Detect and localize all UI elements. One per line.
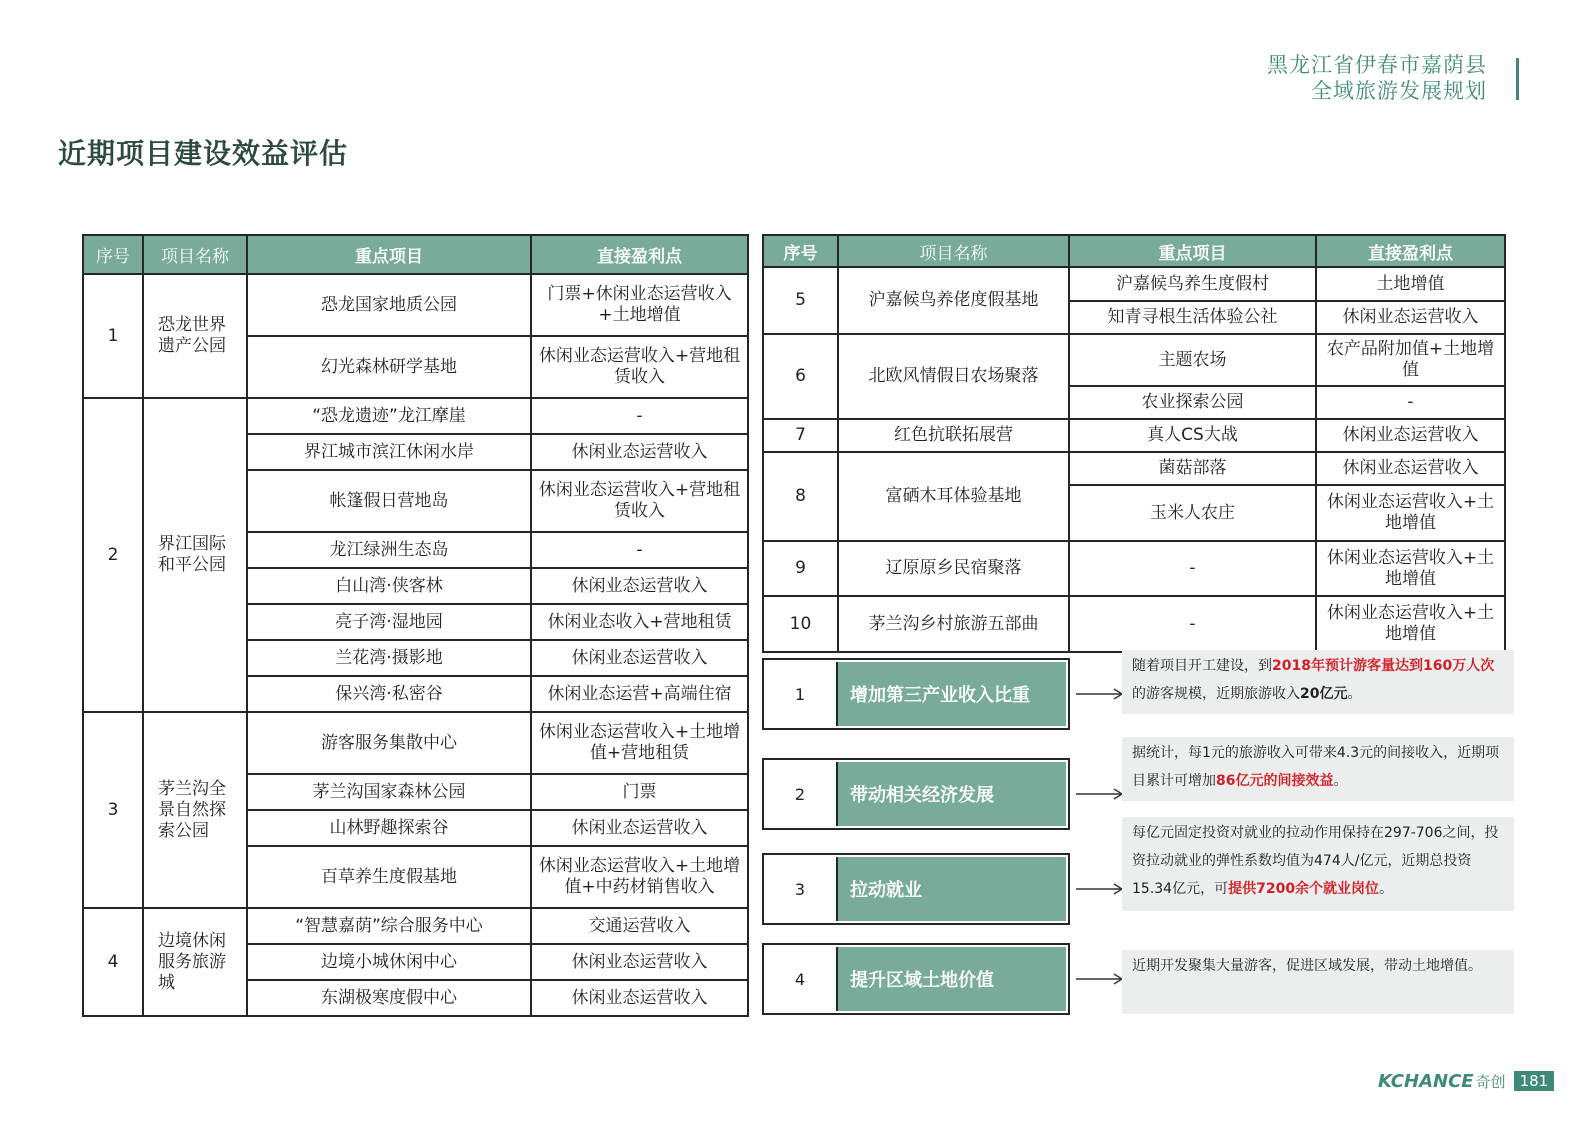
key-project: 亮子湾·湿地园: [247, 604, 531, 640]
key-project: 东湖极寒度假中心: [247, 980, 531, 1016]
key-project: 保兴湾·私密谷: [247, 676, 531, 712]
header-line-2: 全域旅游发展规划: [1311, 79, 1487, 103]
profit-point: 休闲业态运营收入+土地增值+中药材销售收入: [531, 846, 748, 908]
note-text: 20亿元: [1300, 686, 1348, 702]
table-row: [763, 267, 1505, 301]
header-cell-profit: 直接盈利点: [1316, 235, 1505, 267]
benefit-block: [762, 758, 1070, 830]
key-project: -: [1069, 541, 1316, 596]
benefit-note: [1122, 817, 1514, 911]
row-number: 2: [83, 398, 143, 712]
header-cell-project: 重点项目: [1069, 235, 1316, 267]
key-project: “恐龙遗迹”龙江摩崖: [247, 398, 531, 434]
table-row: [763, 452, 1505, 485]
note-text: 。: [1379, 881, 1394, 897]
profit-point: 休闲业态运营收入: [1316, 419, 1505, 452]
profit-point: 休闲业态运营收入+土地增值: [1316, 596, 1505, 652]
project-name: 茅兰沟全景自然探索公园: [143, 712, 247, 908]
benefit-label: 增加第三产业收入比重: [836, 662, 1066, 726]
project-name: 沪嘉候鸟养佬度假基地: [838, 267, 1069, 334]
header-line-1: 黑龙江省伊春市嘉荫县: [1267, 53, 1487, 77]
key-project: -: [1069, 596, 1316, 652]
key-project: 菌菇部落: [1069, 452, 1316, 485]
benefit-note: [1122, 950, 1514, 1014]
key-project: 玉米人农庄: [1069, 485, 1316, 541]
header-cell-profit: 直接盈利点: [531, 235, 748, 274]
row-number: 6: [763, 334, 838, 419]
profit-point: 休闲业态运营收入: [531, 944, 748, 980]
highlight-text: 2018年预计游客量达到160万人次: [1272, 658, 1495, 674]
arrow-right-icon: [1076, 973, 1124, 985]
row-number: 7: [763, 419, 838, 452]
profit-point: 交通运营收入: [531, 908, 748, 944]
profit-point: 休闲业态运营收入+土地增值: [1316, 541, 1505, 596]
footer: [1378, 1070, 1554, 1092]
profit-point: 休闲业态收入+营地租赁: [531, 604, 748, 640]
row-number: 5: [763, 267, 838, 334]
profit-point: 土地增值: [1316, 267, 1505, 301]
project-name: 富硒木耳体验基地: [838, 452, 1069, 541]
key-project: 龙江绿洲生态岛: [247, 532, 531, 568]
benefit-block: [762, 853, 1070, 925]
benefit-number: 3: [794, 879, 806, 899]
benefit-number: 1: [794, 684, 806, 704]
key-project: 农业探索公园: [1069, 386, 1316, 419]
highlight-text: 86亿元的间接效益: [1216, 773, 1334, 789]
key-project: 主题农场: [1069, 334, 1316, 386]
profit-point: 休闲业态运营收入: [531, 434, 748, 470]
benefit-label: 拉动就业: [836, 857, 1066, 921]
header-cell-num: 序号: [763, 235, 838, 267]
key-project: 游客服务集散中心: [247, 712, 531, 774]
key-project: 幻光森林研学基地: [247, 336, 531, 398]
project-name: 界江国际和平公园: [143, 398, 247, 712]
arrow-right-icon: [1076, 788, 1124, 800]
page-title: 近期项目建设效益评估: [58, 137, 349, 170]
note-text: 近期开发聚集大量游客，促进区域发展，带动土地增值。: [1132, 958, 1482, 974]
table-row: [83, 274, 748, 336]
key-project: 百草养生度假基地: [247, 846, 531, 908]
benefit-block: [762, 943, 1070, 1015]
right-project-table: [762, 234, 1506, 653]
profit-point: -: [531, 532, 748, 568]
note-text: 随着项目开工建设，到: [1132, 658, 1272, 674]
key-project: 白山湾·侠客林: [247, 568, 531, 604]
benefit-label: 带动相关经济发展: [836, 762, 1066, 826]
header-cell-name: 项目名称: [838, 235, 1069, 267]
key-project: 茅兰沟国家森林公园: [247, 774, 531, 810]
row-number: 8: [763, 452, 838, 541]
profit-point: 休闲业态运营收入+土地增值+营地租赁: [531, 712, 748, 774]
profit-point: 休闲业态运营收入: [531, 810, 748, 846]
note-text: 的游客规模，近期旅游收入: [1132, 686, 1300, 702]
project-name: 红色抗联拓展营: [838, 419, 1069, 452]
profit-point: 休闲业态运营收入: [531, 640, 748, 676]
project-name: 辽原原乡民宿聚落: [838, 541, 1069, 596]
profit-point: 休闲业态运营收入+营地租赁收入: [531, 470, 748, 532]
key-project: 沪嘉候鸟养生度假村: [1069, 267, 1316, 301]
profit-point: 休闲业态运营收入: [1316, 301, 1505, 334]
profit-point: -: [1316, 386, 1505, 419]
profit-point: 农产品附加值+土地增值: [1316, 334, 1505, 386]
document-header: [1267, 52, 1487, 104]
brand-logo-cn: 奇创: [1475, 1072, 1506, 1091]
profit-point: 休闲业态运营收入: [531, 980, 748, 1016]
note-text: 。: [1333, 773, 1348, 789]
profit-point: -: [531, 398, 748, 434]
note-text: 据统计，每1元的旅游收入可带来4.3元的间接收入，近期项目累计可增加: [1132, 745, 1500, 789]
key-project: 知青寻根生活体验公社: [1069, 301, 1316, 334]
row-number: 10: [763, 596, 838, 652]
project-name: 恐龙世界遗产公园: [143, 274, 247, 398]
profit-point: 休闲业态运营收入+营地租赁收入: [531, 336, 748, 398]
highlight-text: 提供7200余个就业岗位: [1228, 881, 1380, 897]
profit-point: 休闲业态运营收入: [531, 568, 748, 604]
header-cell-num: 序号: [83, 235, 143, 274]
header-cell-name: 项目名称: [143, 235, 247, 274]
arrow-right-icon: [1076, 688, 1124, 700]
profit-point: 门票+休闲业态运营收入+土地增值: [531, 274, 748, 336]
page-number: 181: [1514, 1071, 1555, 1091]
project-name: 茅兰沟乡村旅游五部曲: [838, 596, 1069, 652]
key-project: 真人CS大战: [1069, 419, 1316, 452]
row-number: 9: [763, 541, 838, 596]
table-row: [83, 908, 748, 944]
table-row: [763, 596, 1505, 652]
table-row: [83, 398, 748, 434]
key-project: 边境小城休闲中心: [247, 944, 531, 980]
project-name: 边境休闲服务旅游城: [143, 908, 247, 1016]
profit-point: 休闲业态运营收入: [1316, 452, 1505, 485]
benefit-block: [762, 658, 1070, 730]
arrow-right-icon: [1076, 883, 1124, 895]
table-row: [763, 334, 1505, 386]
key-project: 帐篷假日营地岛: [247, 470, 531, 532]
header-cell-project: 重点项目: [247, 235, 531, 274]
project-name: 北欧风情假日农场聚落: [838, 334, 1069, 419]
benefit-number: 4: [794, 969, 806, 989]
profit-point: 休闲业态运营+高端住宿: [531, 676, 748, 712]
note-text: 每亿元固定投资对就业的拉动作用保持在297-706之间，投资拉动就业的弹性系数均值为474人/亿元，近期总投资15.34亿元，可: [1132, 825, 1499, 897]
benefit-note: [1122, 650, 1514, 714]
key-project: 山林野趣探索谷: [247, 810, 531, 846]
key-project: “智慧嘉荫”综合服务中心: [247, 908, 531, 944]
profit-point: 休闲业态运营收入+土地增值: [1316, 485, 1505, 541]
row-number: 4: [83, 908, 143, 1016]
left-project-table: [82, 234, 749, 1017]
profit-point: 门票: [531, 774, 748, 810]
row-number: 1: [83, 274, 143, 398]
row-number: 3: [83, 712, 143, 908]
benefit-number: 2: [794, 784, 806, 804]
table-row: [763, 541, 1505, 596]
brand-logo: KCHANCE: [1378, 1070, 1474, 1092]
key-project: 界江城市滨江休闲水岸: [247, 434, 531, 470]
table-row: [763, 419, 1505, 452]
header-accent-bar: [1516, 58, 1519, 100]
key-project: 恐龙国家地质公园: [247, 274, 531, 336]
benefit-label: 提升区域土地价值: [836, 947, 1066, 1011]
benefit-note: [1122, 737, 1514, 801]
note-text: 。: [1347, 686, 1362, 702]
table-row: [83, 712, 748, 774]
key-project: 兰花湾·摄影地: [247, 640, 531, 676]
